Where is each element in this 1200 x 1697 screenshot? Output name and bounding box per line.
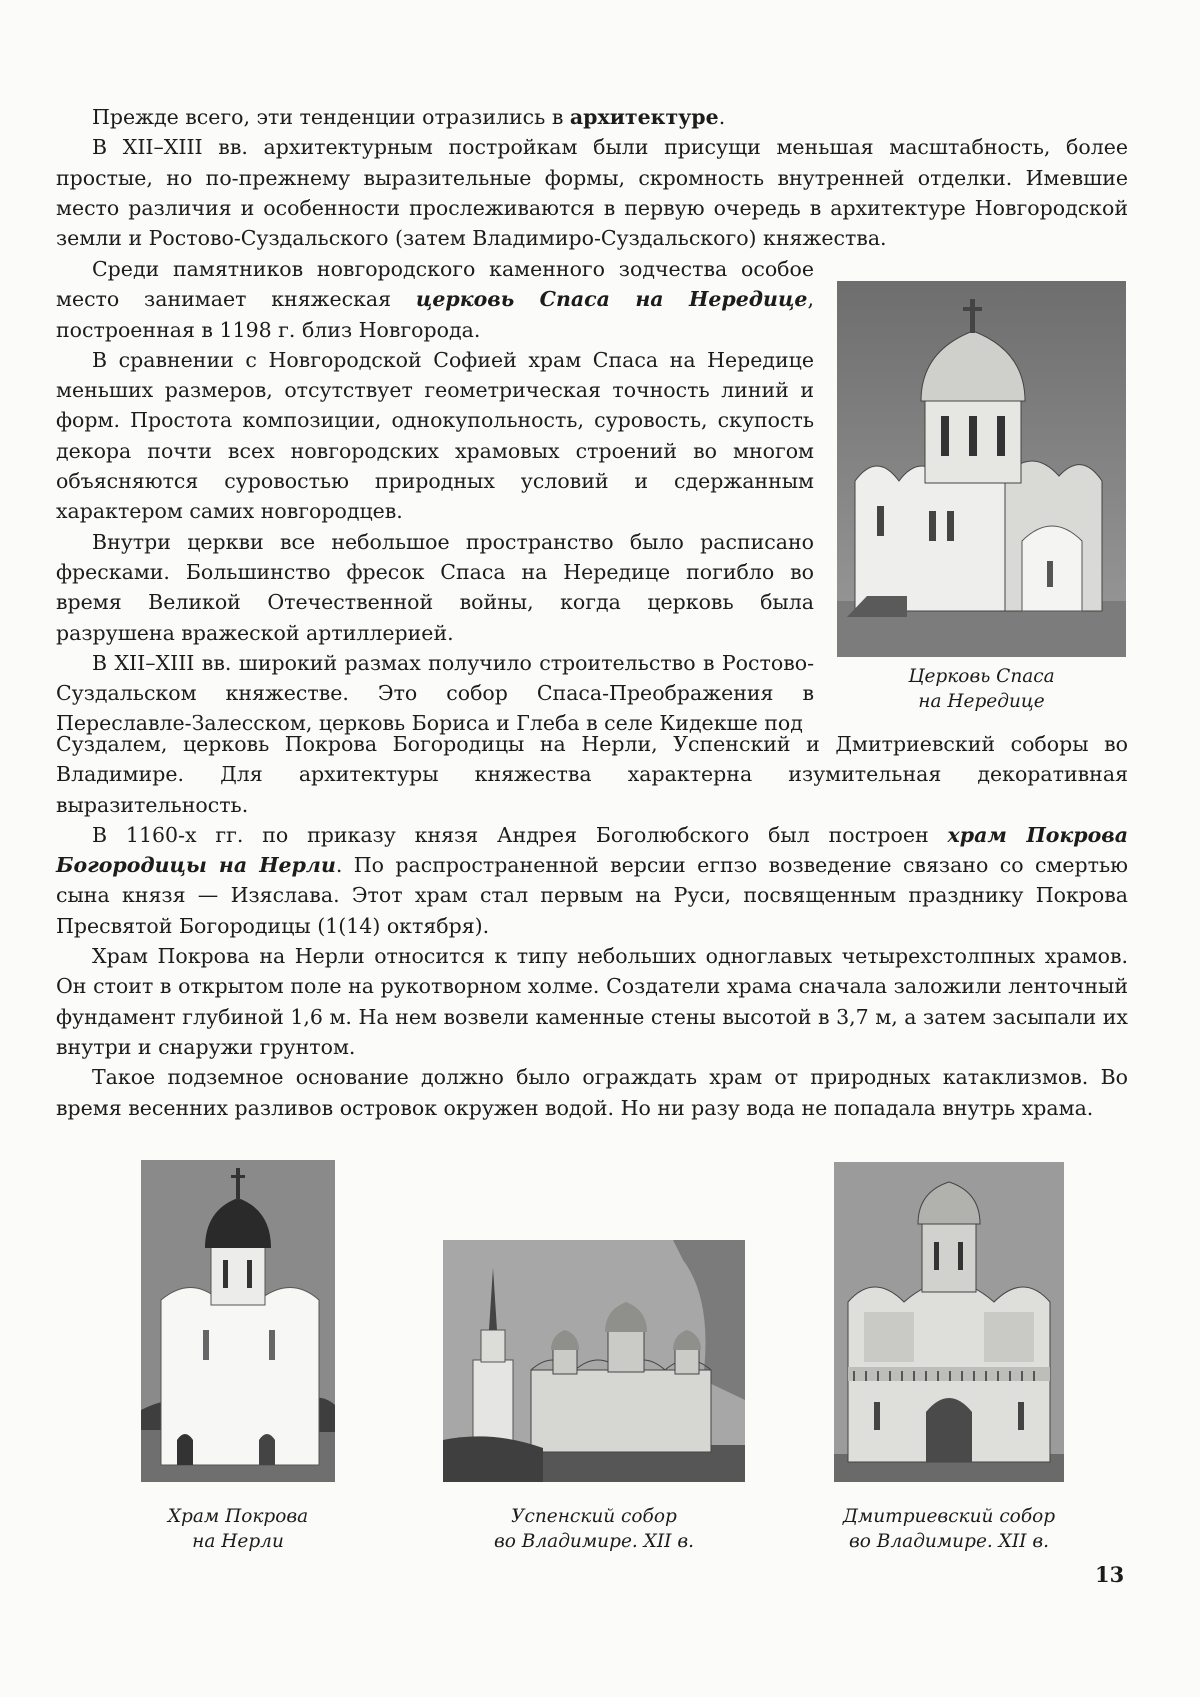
figure-dmitrievsky-photo <box>834 1162 1064 1482</box>
figure-nerl-photo <box>141 1160 335 1482</box>
caption-nerl: Храм Покрова на Нерли <box>167 1506 309 1552</box>
paragraph-6-end: Суздалем, церковь Покрова Богородицы на Нерли, Успенский и Дмитриевский соборы во Владимире. Для архитектуры княжества характерна изумительная декоративная выразительность. <box>56 732 1128 817</box>
term-nerl: храм Покрова Богородицы на Нерли <box>56 822 1129 878</box>
nerl-church-image <box>141 1160 335 1482</box>
nereditsa-church-image <box>837 281 1126 657</box>
paragraph-3: Среди памятников новгородского каменного зодчества особое место занимает княжеская церковь Спаса на Нередице, построенная в 1198 г. близ Новгорода. <box>56 257 814 342</box>
caption-uspensky: Успенский собор во Владимире. XII в. <box>494 1506 694 1552</box>
paragraph-8: Храм Покрова на Нерли относится к типу небольших одноглавых четырехстолпных храмов. Он стоит в открытом поле на рукотворном холме. Создатели храма сначала заложили ленточный фундамент глубиной 1,6 м. На нем возвели каменные стены высотой в 3,7 м, а затем засыпали их внутри и снаружи грунтом. <box>56 944 1128 1059</box>
text-block-beside-figure <box>56 254 814 739</box>
paragraph-9: Такое подземное основание должно было ограждать храм от природных катаклизмов. Во время весенних разливов островок окружен водой. Но ни разу вода не попадала внутрь храма. <box>56 1065 1128 1120</box>
figure-uspensky-photo <box>443 1240 745 1482</box>
term-architecture: архитектуре <box>569 105 719 129</box>
page-number: 13 <box>1095 1562 1125 1587</box>
uspensky-cathedral-image <box>443 1240 745 1482</box>
paragraph-4: В сравнении с Новгородской Софией храм Спаса на Нередице меньших размеров, отсутствует геометрическая точность линий и форм. Простота композиции, однокупольность, суровость, скупость декора почти всех новгородских храмовых строений во многом объясняются суровостью природных условий и сдержанным характером самих новгородцев. <box>56 347 814 524</box>
paragraph-6-start: В XII–XIII вв. широкий размах получило строительство в Ростово-Суздальском княжестве. Это собор Спаса-Преображения в Переславле-Залесском, церковь Бориса и Глеба в селе Кидекше под <box>56 650 814 736</box>
term-nereditsa: церковь Спаса на Нередице <box>415 287 808 312</box>
caption-nereditsa: Церковь Спаса на Нередице <box>908 666 1055 712</box>
dmitrievsky-cathedral-image <box>834 1162 1064 1482</box>
text-block-bottom <box>56 729 1128 1123</box>
paragraph-5: Внутри церкви все небольшое пространство было расписано фресками. Большинство фресок Спаса на Нередице погибло во время Великой Отечественной войны, когда церковь была разрушена вражеской артиллерией. <box>56 529 814 645</box>
figure-nereditsa-photo <box>837 281 1126 657</box>
text-block-top <box>56 102 1128 253</box>
paragraph-1: Прежде всего, эти тенденции отразились в архитектуре. <box>92 105 726 129</box>
paragraph-7: В 1160-х гг. по приказу князя Андрея Боголюбского был построен храм Покрова Богородицы на Нерли. По распространенной версии егпзо возведение связано со смертью сына князя — Изяслава. Этот храм стал первым на Руси, посвященным празднику Покрова Пресвятой Богородицы (1(14) октября). <box>56 822 1129 938</box>
paragraph-2: В XII–XIII вв. архитектурным постройкам были присущи меньшая масштабность, более простые, но по-прежнему выразительные формы, скромность внутренней отделки. Имевшие место различия и особенности прослеживаются в первую очередь в архитектуре Новгородской земли и Ростово-Суздальского (затем Владимиро-Суздальского) княжества. <box>56 135 1128 251</box>
caption-dmitrievsky: Дмитриевский собор во Владимире. XII в. <box>842 1506 1056 1552</box>
